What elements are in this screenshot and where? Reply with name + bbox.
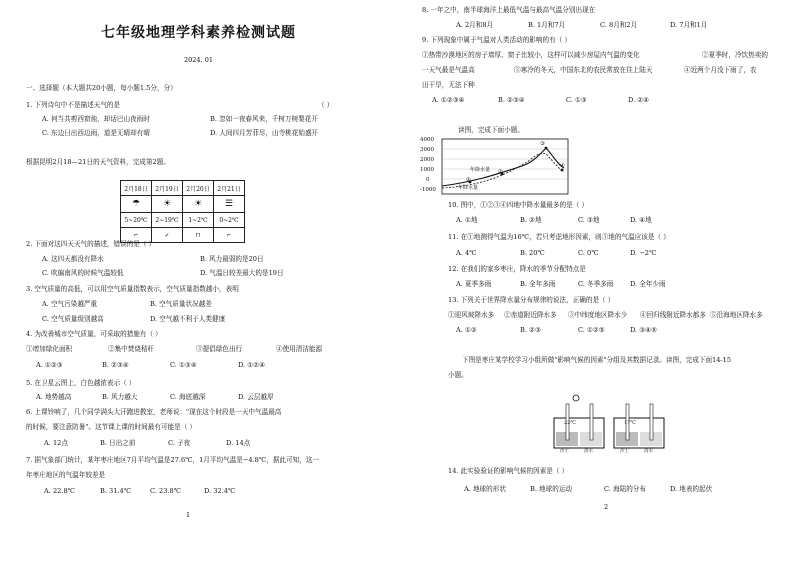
- q8-option-c: C. 8月和2月: [600, 21, 638, 29]
- q2-option-b: B. 风力最弱的是20日: [200, 255, 264, 263]
- q14-option-a: A. 地球的形状: [464, 485, 506, 493]
- weather-table: [120, 180, 245, 243]
- weather-date: 2月20日: [183, 181, 214, 196]
- q5-stem: 5. 在卫星云图上，白色越浓表示（ ）: [26, 379, 136, 387]
- q2-option-d: D. 气温日较差最大的是19日: [200, 269, 284, 277]
- terrain-precipitation-figure: [422, 136, 572, 198]
- q3-option-a: A. 空气污染越严重: [42, 300, 98, 308]
- q4-item-2: ②集中焚烧秸秆: [108, 345, 155, 353]
- q9-line1a: ①热带沙漠地区的房子墙厚、窗子比较小，这样可以减少房屋内气温的变化: [422, 51, 640, 59]
- point-label: ②: [498, 169, 503, 175]
- wind-icon: ⊓: [183, 228, 214, 243]
- q3-option-c: C. 空气质量级别越高: [42, 315, 104, 323]
- q10-stem: 10. 图中，①②③④四地中降水量最多的是（ ）: [448, 201, 588, 209]
- q9-line2a: 一天气最是气温高: [422, 66, 475, 74]
- q11-option-c: C. 0℃: [578, 249, 599, 257]
- page-number: 1: [186, 511, 191, 519]
- q14-option-b: B. 地球的运动: [530, 485, 573, 493]
- q7-stem-line2: 年枣庄地区的气温年较差是: [26, 471, 106, 479]
- q13-stem: 13. 下列关于世界降水量分布规律的说法，正确的是（ ）: [448, 296, 615, 304]
- q11-stem: 11. 在①地测得气温为16℃，若只考虑地形因素，则③地的气温应该是（ ）: [448, 233, 670, 241]
- weather-date: 2月18日: [121, 181, 152, 196]
- sun-icon: ☀: [152, 196, 183, 213]
- experiment-intro-line2: 小题。: [448, 371, 468, 379]
- thermometer-icon: [650, 404, 653, 440]
- q9-line2c: ④近两个月没下雨了，农: [684, 66, 757, 74]
- y-tick: -1000: [420, 187, 436, 193]
- right-label-sand: 沙土: [620, 449, 629, 454]
- q13-option-d: D. ③④⑤: [630, 326, 657, 334]
- q13-option-c: C. ①②⑤: [578, 326, 605, 334]
- q6-option-c: C. 子夜: [168, 439, 191, 447]
- q14-stem: 14. 此实验验证的影响气候的因素是（ ）: [448, 467, 569, 475]
- weather-date: 2月19日: [152, 181, 183, 196]
- q4-item-1: ①增加绿化面积: [26, 345, 73, 353]
- q4-option-b: B. ②③④: [102, 361, 129, 369]
- q1-option-d: D. 人间四月芳菲尽，山寺桃花始盛开: [210, 129, 319, 137]
- q13-option-a: A. ①②: [456, 326, 477, 334]
- right-label-water: 清水: [644, 449, 653, 454]
- q9-line3: 田干旱，无法下种: [422, 81, 475, 89]
- q6-option-b: B. 日出之前: [100, 439, 136, 447]
- q9-line2b: ③寒冷的冬天，中国东北的农民常放在住上陆天: [514, 66, 653, 74]
- q13-item-4: ④回归线附近降水都多: [640, 311, 706, 319]
- rain-icon: ☂: [121, 196, 152, 213]
- q1-option-c: C. 东边日出西边雨，道是无晴却有晴: [42, 129, 150, 137]
- q1-option-a: A. 何当共剪西窗烛，却话巴山夜雨时: [42, 115, 150, 123]
- right-temp: 17℃: [624, 420, 636, 426]
- y-tick: 1000: [420, 167, 434, 173]
- q7-option-c: C. 23.8℃: [150, 487, 182, 495]
- q10-option-b: B. ②地: [520, 216, 542, 224]
- weather-temp: 0~2℃: [214, 213, 245, 228]
- q6-stem-line2: 的时候，要注意防暑"。这节课上课的时间最有可能是（ ）: [26, 423, 196, 431]
- q8-option-b: B. 1月和7月: [528, 21, 566, 29]
- wind-icon: ⌐: [121, 228, 152, 243]
- q9-option-a: A. ①②③④: [432, 96, 465, 104]
- q5-option-d: D. 云层越厚: [238, 393, 274, 401]
- moon-icon: [626, 395, 632, 403]
- q11-option-b: B. 20℃: [520, 249, 545, 257]
- q13-item-3: ③中纬度地区降水少: [568, 311, 628, 319]
- section-heading: 一、选择题（本大题共20小题，每小题1.5分，分）: [26, 84, 177, 92]
- q4-item-3: ③提倡绿色出行: [196, 345, 243, 353]
- q13-item-1: ①迎风坡降水多: [448, 311, 495, 319]
- wind-icon: ⌐: [214, 228, 245, 243]
- exam-date: 2024. 01: [184, 56, 213, 64]
- q3-option-d: D. 空气越不利于人类健康: [150, 315, 226, 323]
- q10-option-c: C. ③地: [578, 216, 600, 224]
- precipitation-label: 年降水量: [470, 167, 491, 173]
- q4-option-a: A. ①②③: [36, 361, 63, 369]
- q9-line1b: ②夏季时，冷饮热卖的: [702, 51, 768, 59]
- q4-stem: 4. 为改善城市空气质量，可采取的措施有（ ）: [26, 330, 162, 338]
- q8-option-a: A. 2月和8月: [456, 21, 494, 29]
- point-label: ④: [560, 163, 565, 169]
- weather-temp: 5~20℃: [121, 213, 152, 228]
- q7-stem-line1: 7. 据气象部门统计，某年枣庄地区7月平均气温是27.6℃，1月平均气温是−4.8℃，据此可知，这一: [26, 456, 320, 464]
- q13-option-b: B. ②③: [520, 326, 541, 334]
- q6-stem-line1: 6. 上课铃响了，几个同学满头大汗跑进教室，老师说："现在这个时段是一天中气温最高: [26, 408, 282, 416]
- q1-blank: （ ）: [318, 101, 334, 109]
- q8-option-d: D. 7月和1月: [670, 21, 708, 29]
- y-tick: 2000: [420, 157, 434, 163]
- q13-item-5: ⑤沿海地区降水多: [710, 311, 763, 319]
- q4-option-c: C. ①③④: [170, 361, 197, 369]
- q13-item-2: ②赤道附近降水多: [504, 311, 557, 319]
- q9-stem: 9. 下列现象中属于气温对人类活动的影响的有（ ）: [422, 36, 571, 44]
- experiment-intro-line1: 下图是枣庄某学校学习小组所做"影响气候的因素"分组及其数据记录。读图，完成下面14-15: [462, 356, 732, 364]
- q6-option-a: A. 12点: [44, 439, 68, 447]
- q2-stem: 2. 下面对这四天天气的描述，错误的是（ ）: [26, 240, 156, 248]
- q5-option-a: A. 地势越高: [36, 393, 72, 401]
- exam-title: 七年级地理学科素养检测试题: [101, 25, 296, 41]
- q9-option-b: B. ②③④: [498, 96, 525, 104]
- sun-icon: ☀: [183, 196, 214, 213]
- point-label: ①: [466, 177, 471, 183]
- fog-icon: ☰: [214, 196, 245, 213]
- weather-temp: 2~19℃: [152, 213, 183, 228]
- weather-temp: 1~2℃: [183, 213, 214, 228]
- q9-option-c: C. ①③: [566, 96, 587, 104]
- sun-icon: [573, 395, 579, 401]
- precipitation-curve: [442, 148, 564, 186]
- q1-option-b: B. 忽如一夜春风来，千树万树梨花开: [210, 115, 318, 123]
- q4-item-4: ④使用清洁能源: [276, 345, 323, 353]
- q3-option-b: B. 空气质量状况越差: [150, 300, 212, 308]
- q7-option-b: B. 31.4℃: [100, 487, 132, 495]
- left-label-sand: 沙土: [560, 449, 569, 454]
- q2-option-a: A. 这四天都没有降水: [42, 255, 104, 263]
- page-number: 2: [604, 503, 609, 511]
- left-temp: 22℃: [564, 420, 576, 426]
- chart-intro: 读图，完成下面小题。: [458, 126, 524, 134]
- q5-option-b: B. 风力越大: [102, 393, 138, 401]
- q5-option-c: C. 海底越深: [170, 393, 206, 401]
- q14-option-c: C. 海陆的分布: [604, 485, 646, 493]
- q7-option-d: D. 32.4℃: [204, 487, 236, 495]
- q3-stem: 3. 空气质量的高低，可以用空气质量指数表示，空气质量指数越小，表明: [26, 285, 239, 293]
- left-label-water: 清水: [584, 449, 593, 454]
- q12-option-d: D. 全年少雨: [630, 280, 666, 288]
- q12-option-a: A. 夏季多雨: [456, 280, 492, 288]
- y-tick: 4000: [420, 137, 434, 143]
- thermometer-icon: [590, 404, 593, 440]
- y-tick: 0: [426, 177, 430, 183]
- weather-intro: 根据昆明2月18—21日的天气资料，完成第2题。: [26, 158, 170, 166]
- q6-option-d: D. 14点: [226, 439, 251, 447]
- weather-date: 2月21日: [214, 181, 245, 196]
- q12-option-b: B. 全年多雨: [520, 280, 556, 288]
- q4-option-d: D. ①②④: [238, 361, 265, 369]
- q8-stem: 8. 一年之中，南半球海洋上最低气温与最高气温分别出现在: [422, 6, 596, 14]
- lower-label: 年降水量: [458, 185, 479, 191]
- q12-stem: 12. 在我们的家乡枣庄，降水的季节分配特点是: [448, 265, 586, 273]
- point-label: ③: [540, 141, 545, 147]
- q10-option-d: D. ④地: [630, 216, 652, 224]
- wind-icon: ✓: [152, 228, 183, 243]
- q11-option-a: A. 4℃: [456, 249, 477, 257]
- q7-option-a: A. 22.8℃: [44, 487, 76, 495]
- q14-option-d: D. 地表的起伏: [670, 485, 713, 493]
- q9-option-d: D. ②④: [628, 96, 650, 104]
- q1-stem: 1. 下列诗句中不是描述天气的是: [26, 101, 121, 109]
- q12-option-c: C. 冬季多雨: [578, 280, 614, 288]
- y-tick: 3000: [420, 147, 434, 153]
- q2-option-c: C. 吹偏南风的时候气温较低: [42, 269, 124, 277]
- q11-option-d: D. −2℃: [630, 249, 657, 257]
- q10-option-a: A. ①地: [456, 216, 478, 224]
